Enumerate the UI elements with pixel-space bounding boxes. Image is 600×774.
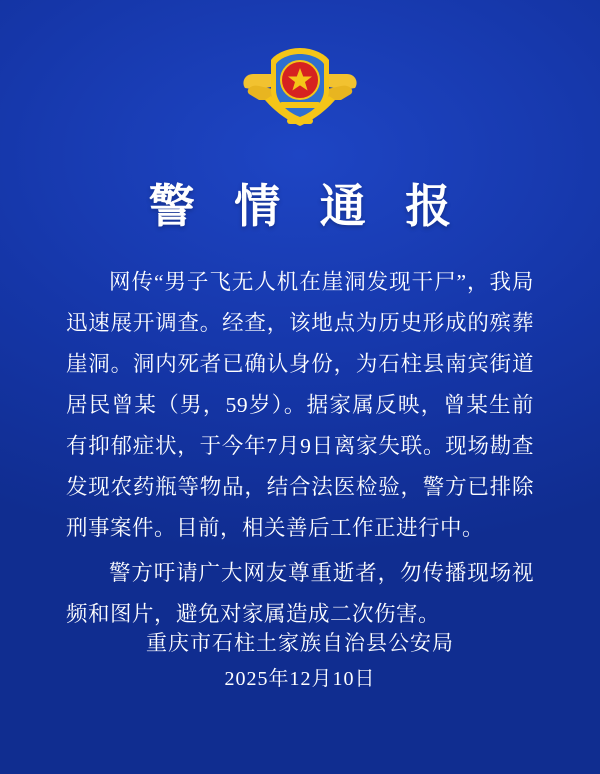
police-badge-icon [235, 30, 365, 142]
signature [0, 626, 600, 696]
police-badge [235, 30, 365, 142]
notice-paragraph-2: 警方吁请广大网友尊重逝者，勿传播现场视频和图片，避免对家属造成二次伤害。 [66, 561, 534, 626]
page-title: 警 情 通 报 [148, 181, 466, 232]
issuing-organization: 重庆市石柱土家族自治县公安局 [146, 631, 454, 655]
issue-date: 2025年12月10日 [224, 668, 376, 690]
notice-paragraph-1: 网传“男子飞无人机在崖洞发现干尸”，我局迅速展开调查。经查，该地点为历史形成的殡葬崖洞。洞内死者已确认身份，为石柱县南宾街道居民曾某（男，59岁）。据家属反映，曾某生前有抑郁症状，于今年7月9日离家失联。现场勘查发现农药瓶等物品，结合法医检验，警方已排除刑事案件。目前，相关善后工作正进行中。 [66, 270, 534, 540]
notice-body [66, 262, 534, 635]
